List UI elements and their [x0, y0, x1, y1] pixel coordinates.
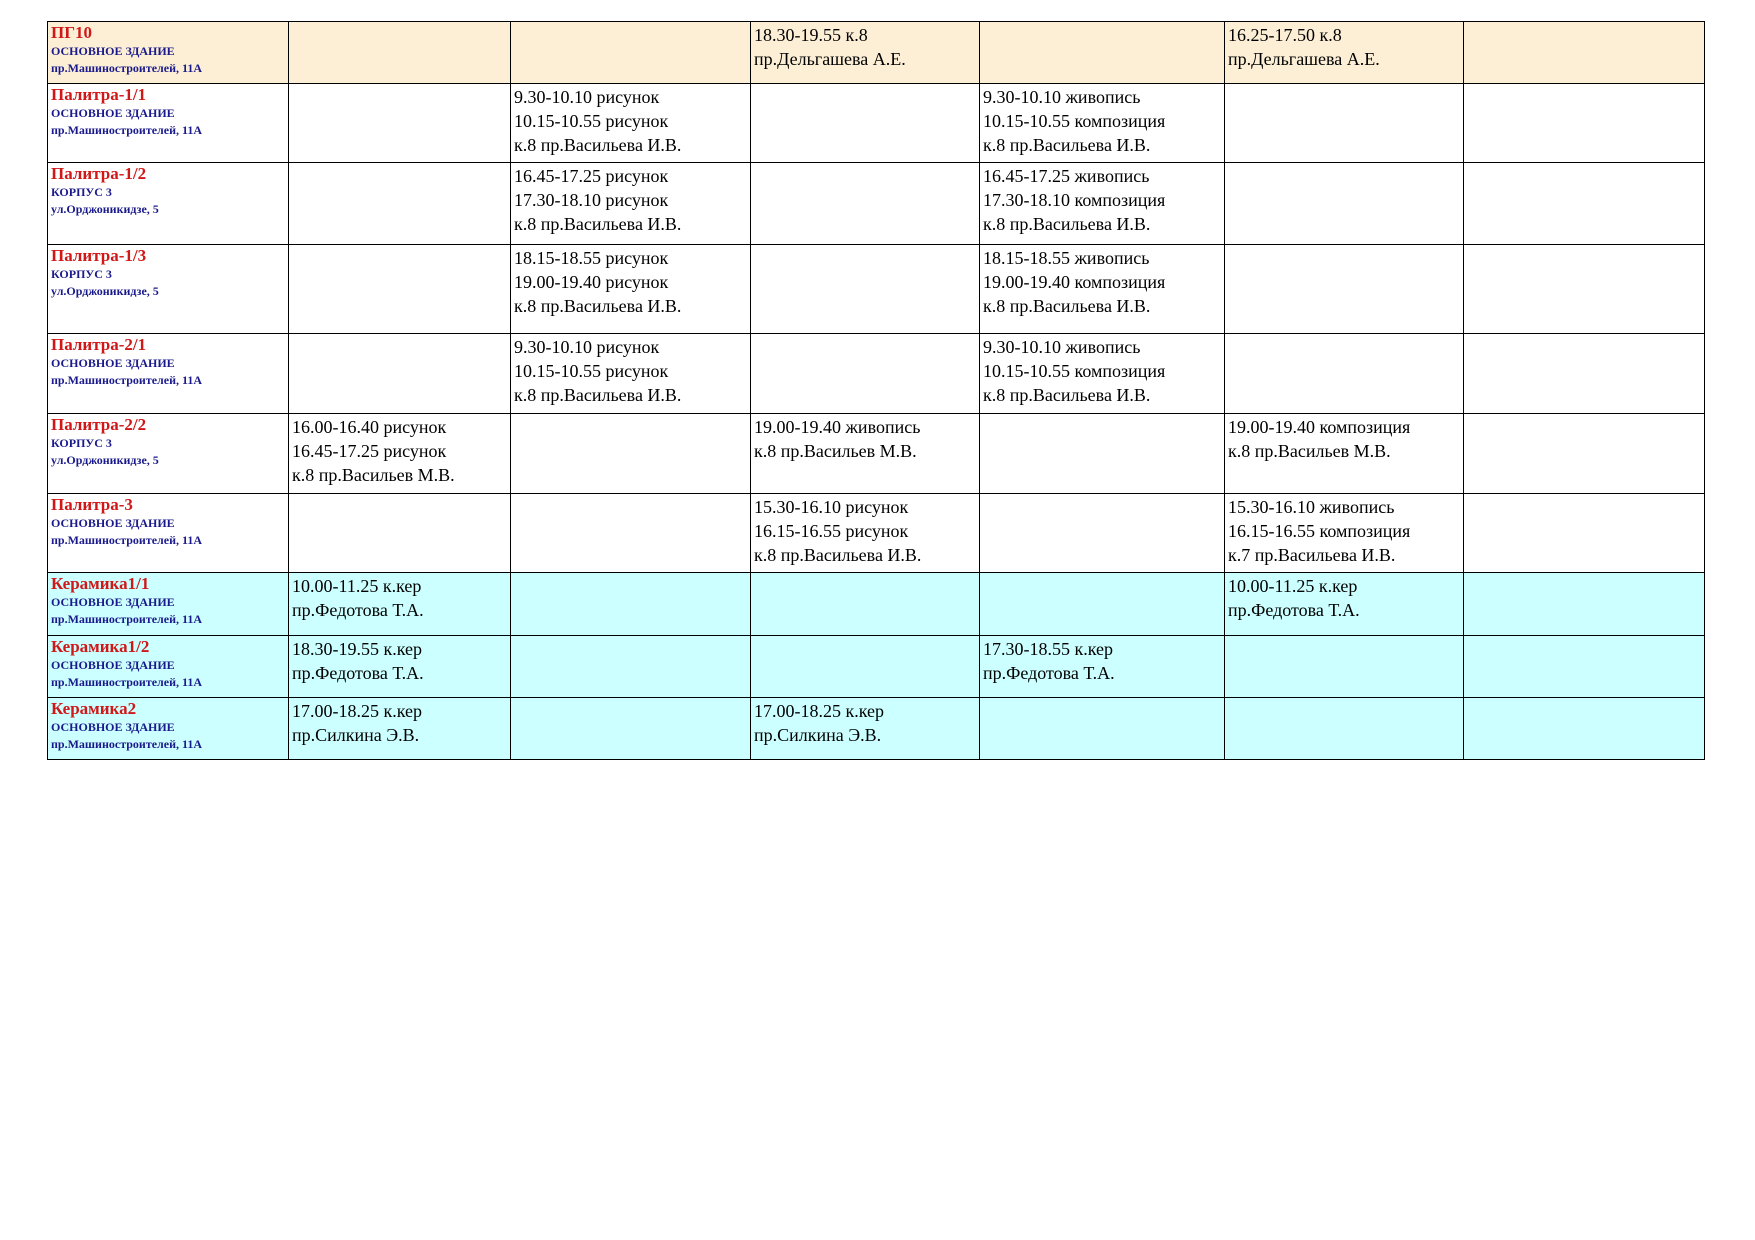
- schedule-cell: [1225, 636, 1464, 698]
- schedule-cell: [1225, 494, 1464, 573]
- schedule-cell: [751, 698, 980, 760]
- lesson-line: к.7 пр.Васильева И.В.: [1228, 545, 1396, 565]
- table-row: [48, 84, 1705, 163]
- group-name: ПГ10: [51, 23, 93, 42]
- lesson-line: пр.Дельгашева А.Е.: [754, 49, 906, 69]
- schedule-cell: [289, 22, 511, 84]
- lesson-line: 9.30-10.10 живопись: [983, 337, 1141, 357]
- schedule-cell: [1464, 163, 1705, 245]
- schedule-cell: [980, 573, 1225, 636]
- group-cell: [48, 698, 289, 760]
- building-name: ОСНОВНОЕ ЗДАНИЕ: [51, 595, 175, 609]
- lesson-line: 17.00-18.25 к.кер: [292, 701, 423, 721]
- lesson-line: 15.30-16.10 живопись: [1228, 497, 1395, 517]
- schedule-cell: [980, 636, 1225, 698]
- lesson-line: 16.25-17.50 к.8: [1228, 25, 1342, 45]
- lesson-line: 17.30-18.10 композиция: [983, 190, 1166, 210]
- lesson-line: 19.00-19.40 композиция: [1228, 417, 1411, 437]
- schedule-cell: [980, 414, 1225, 494]
- schedule-cell: [980, 494, 1225, 573]
- schedule-cell: [751, 334, 980, 414]
- schedule-cell: [1225, 334, 1464, 414]
- group-name: Керамика2: [51, 699, 137, 718]
- lesson-line: к.8 пр.Васильева И.В.: [983, 296, 1151, 316]
- schedule-cell: [511, 573, 751, 636]
- schedule-cell: [980, 163, 1225, 245]
- table-row: [48, 698, 1705, 760]
- schedule-cell: [751, 163, 980, 245]
- lesson-line: к.8 пр.Васильева И.В.: [514, 214, 682, 234]
- address-text: пр.Машиностроителей, 11А: [51, 612, 203, 626]
- lesson-line: 16.00-16.40 рисунок: [292, 417, 447, 437]
- lesson-line: 16.45-17.25 рисунок: [514, 166, 669, 186]
- schedule-cell: [1225, 245, 1464, 334]
- schedule-cell: [511, 414, 751, 494]
- group-name: Керамика1/2: [51, 637, 150, 656]
- lesson-line: 19.00-19.40 живопись: [754, 417, 921, 437]
- address-text: пр.Машиностроителей, 11А: [51, 61, 203, 75]
- group-name: Палитра-3: [51, 495, 133, 514]
- lesson-line: 18.15-18.55 живопись: [983, 248, 1150, 268]
- schedule-cell: [1464, 636, 1705, 698]
- schedule-cell: [289, 84, 511, 163]
- address-text: пр.Машиностроителей, 11А: [51, 737, 203, 751]
- lesson-line: пр.Федотова Т.А.: [292, 600, 424, 620]
- schedule-cell: [751, 22, 980, 84]
- lesson-line: 9.30-10.10 рисунок: [514, 337, 660, 357]
- lesson-line: 18.15-18.55 рисунок: [514, 248, 669, 268]
- group-name: Палитра-1/2: [51, 164, 147, 183]
- lesson-line: 9.30-10.10 рисунок: [514, 87, 660, 107]
- schedule-cell: [511, 698, 751, 760]
- lesson-line: пр.Силкина Э.В.: [754, 725, 882, 745]
- building-name: КОРПУС 3: [51, 185, 112, 199]
- building-name: ОСНОВНОЕ ЗДАНИЕ: [51, 356, 175, 370]
- lesson-line: 10.00-11.25 к.кер: [1228, 576, 1358, 596]
- building-name: ОСНОВНОЕ ЗДАНИЕ: [51, 658, 175, 672]
- lesson-line: к.8 пр.Васильев М.В.: [754, 441, 917, 461]
- table-row: [48, 414, 1705, 494]
- address-text: ул.Орджоникидзе, 5: [51, 284, 159, 298]
- lesson-line: пр.Федотова Т.А.: [1228, 600, 1360, 620]
- schedule-cell: [289, 245, 511, 334]
- building-name: ОСНОВНОЕ ЗДАНИЕ: [51, 106, 175, 120]
- table-row: [48, 22, 1705, 84]
- table-row: [48, 245, 1705, 334]
- address-text: ул.Орджоникидзе, 5: [51, 202, 159, 216]
- schedule-cell: [1464, 414, 1705, 494]
- lesson-line: к.8 пр.Васильева И.В.: [983, 385, 1151, 405]
- schedule-cell: [1225, 84, 1464, 163]
- building-name: КОРПУС 3: [51, 267, 112, 281]
- schedule-cell: [1464, 84, 1705, 163]
- schedule-cell: [980, 698, 1225, 760]
- lesson-line: к.8 пр.Васильев М.В.: [1228, 441, 1391, 461]
- table-row: [48, 636, 1705, 698]
- schedule-cell: [511, 245, 751, 334]
- lesson-line: к.8 пр.Васильева И.В.: [754, 545, 922, 565]
- group-cell: [48, 494, 289, 573]
- lesson-line: к.8 пр.Васильева И.В.: [514, 296, 682, 316]
- schedule-cell: [1225, 163, 1464, 245]
- schedule-cell: [751, 573, 980, 636]
- lesson-line: 16.45-17.25 живопись: [983, 166, 1150, 186]
- schedule-cell: [289, 698, 511, 760]
- lesson-line: пр.Федотова Т.А.: [983, 663, 1115, 683]
- group-cell: [48, 163, 289, 245]
- lesson-line: к.8 пр.Васильев М.В.: [292, 465, 455, 485]
- schedule-cell: [511, 494, 751, 573]
- schedule-cell: [289, 414, 511, 494]
- group-cell: [48, 414, 289, 494]
- address-text: пр.Машиностроителей, 11А: [51, 123, 203, 137]
- group-name: Палитра-1/3: [51, 246, 147, 265]
- lesson-line: 16.45-17.25 рисунок: [292, 441, 447, 461]
- lesson-line: пр.Дельгашева А.Е.: [1228, 49, 1380, 69]
- schedule-cell: [980, 84, 1225, 163]
- schedule-cell: [289, 573, 511, 636]
- schedule-cell: [1464, 22, 1705, 84]
- schedule-cell: [1464, 698, 1705, 760]
- schedule-cell: [1464, 245, 1705, 334]
- lesson-line: 15.30-16.10 рисунок: [754, 497, 909, 517]
- lesson-line: пр.Федотова Т.А.: [292, 663, 424, 683]
- building-name: КОРПУС 3: [51, 436, 112, 450]
- lesson-line: 18.30-19.55 к.8: [754, 25, 868, 45]
- schedule-cell: [980, 22, 1225, 84]
- schedule-cell: [1225, 414, 1464, 494]
- address-text: ул.Орджоникидзе, 5: [51, 453, 159, 467]
- lesson-line: 9.30-10.10 живопись: [983, 87, 1141, 107]
- group-cell: [48, 573, 289, 636]
- table-row: [48, 163, 1705, 245]
- lesson-line: 17.30-18.55 к.кер: [983, 639, 1114, 659]
- building-name: ОСНОВНОЕ ЗДАНИЕ: [51, 44, 175, 58]
- group-cell: [48, 334, 289, 414]
- group-name: Палитра-2/1: [51, 335, 147, 354]
- building-name: ОСНОВНОЕ ЗДАНИЕ: [51, 720, 175, 734]
- lesson-line: 10.15-10.55 рисунок: [514, 361, 669, 381]
- schedule-cell: [980, 245, 1225, 334]
- schedule-cell: [1464, 573, 1705, 636]
- schedule-cell: [289, 494, 511, 573]
- lesson-line: 10.15-10.55 композиция: [983, 361, 1166, 381]
- lesson-line: к.8 пр.Васильева И.В.: [983, 214, 1151, 234]
- schedule-cell: [511, 334, 751, 414]
- lesson-line: пр.Силкина Э.В.: [292, 725, 420, 745]
- schedule-cell: [751, 636, 980, 698]
- address-text: пр.Машиностроителей, 11А: [51, 675, 203, 689]
- lesson-line: 17.00-18.25 к.кер: [754, 701, 885, 721]
- schedule-body: [48, 22, 1705, 760]
- group-cell: [48, 636, 289, 698]
- lesson-line: 10.15-10.55 рисунок: [514, 111, 669, 131]
- building-name: ОСНОВНОЕ ЗДАНИЕ: [51, 516, 175, 530]
- schedule-cell: [1464, 494, 1705, 573]
- lesson-line: 17.30-18.10 рисунок: [514, 190, 669, 210]
- group-cell: [48, 84, 289, 163]
- address-text: пр.Машиностроителей, 11А: [51, 533, 203, 547]
- schedule-cell: [289, 636, 511, 698]
- lesson-line: 19.00-19.40 рисунок: [514, 272, 669, 292]
- schedule-cell: [289, 334, 511, 414]
- schedule-cell: [511, 84, 751, 163]
- group-name: Керамика1/1: [51, 574, 150, 593]
- schedule-cell: [751, 245, 980, 334]
- schedule-cell: [751, 414, 980, 494]
- schedule-cell: [980, 334, 1225, 414]
- lesson-line: 10.00-11.25 к.кер: [292, 576, 422, 596]
- schedule-cell: [511, 163, 751, 245]
- group-cell: [48, 22, 289, 84]
- schedule-cell: [1225, 22, 1464, 84]
- schedule-cell: [1464, 334, 1705, 414]
- group-name: Палитра-1/1: [51, 85, 147, 104]
- lesson-line: 10.15-10.55 композиция: [983, 111, 1166, 131]
- lesson-line: к.8 пр.Васильева И.В.: [514, 135, 682, 155]
- table-row: [48, 573, 1705, 636]
- lesson-line: 16.15-16.55 рисунок: [754, 521, 909, 541]
- schedule-cell: [1225, 698, 1464, 760]
- schedule-cell: [289, 163, 511, 245]
- lesson-line: 16.15-16.55 композиция: [1228, 521, 1411, 541]
- schedule-table: [47, 21, 1705, 760]
- schedule-cell: [751, 494, 980, 573]
- lesson-line: к.8 пр.Васильева И.В.: [983, 135, 1151, 155]
- lesson-line: к.8 пр.Васильева И.В.: [514, 385, 682, 405]
- schedule-cell: [1225, 573, 1464, 636]
- schedule-cell: [511, 22, 751, 84]
- group-name: Палитра-2/2: [51, 415, 147, 434]
- lesson-line: 19.00-19.40 композиция: [983, 272, 1166, 292]
- address-text: пр.Машиностроителей, 11А: [51, 373, 203, 387]
- lesson-line: 18.30-19.55 к.кер: [292, 639, 423, 659]
- table-row: [48, 494, 1705, 573]
- table-row: [48, 334, 1705, 414]
- schedule-cell: [751, 84, 980, 163]
- group-cell: [48, 245, 289, 334]
- schedule-cell: [511, 636, 751, 698]
